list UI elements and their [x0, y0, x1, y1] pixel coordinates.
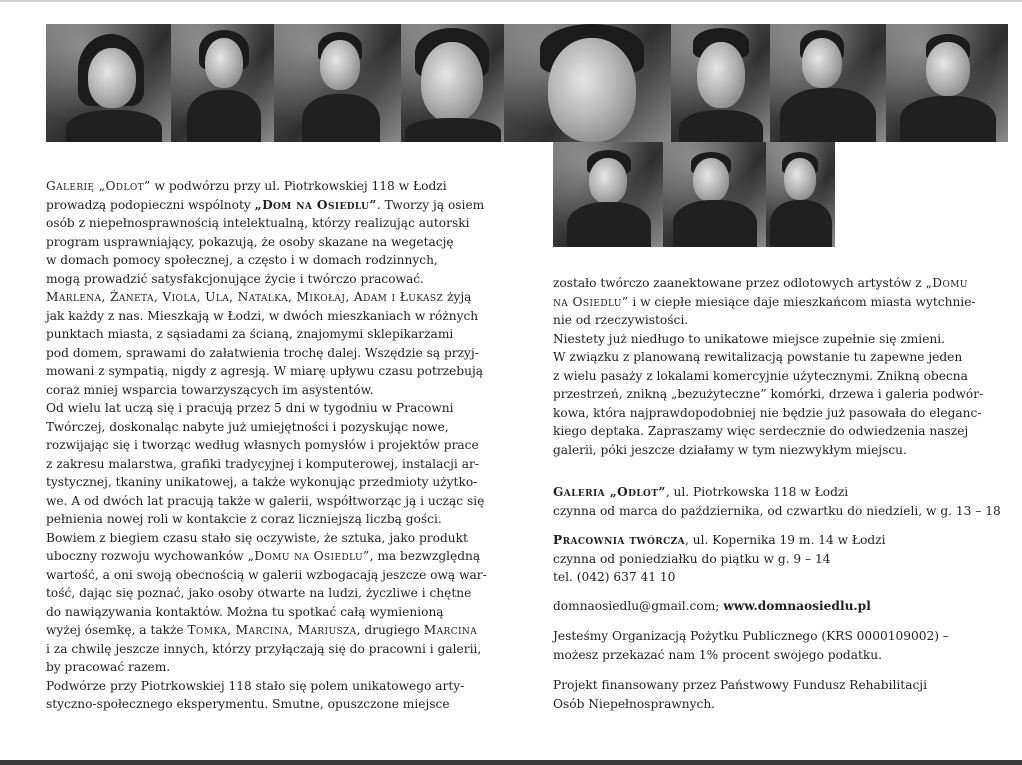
text-line: styczno-społecznego eksperymentu. Smutne, opuszczone miejsce: [46, 697, 450, 711]
names-inline: Tomka, Marcina, Mariusza: [187, 623, 357, 637]
text-line: mogą prowadzić satysfakcjonujące życie i twórczo pracować.: [46, 271, 424, 286]
funding-line-1: Projekt finansowany przez Państwowy Fundusz Rehabilitacji: [553, 678, 927, 692]
funding-info: [553, 676, 927, 713]
photo-mariusz: [766, 142, 835, 247]
text-line: Twórczej, doskonaląc nabyte już umiejętności i pozyskując nowe,: [46, 419, 449, 434]
funding-line-2: Osób Niepełnosprawnych.: [553, 696, 716, 711]
text-line: Bowiem z biegiem czasu stało się oczywiste, że sztuka, jako produkt: [46, 530, 468, 545]
top-rule: [0, 0, 1022, 2]
photo-marcin: [663, 142, 766, 247]
gallery-info: [553, 483, 1001, 520]
workshop-info: [553, 531, 886, 587]
text-line: w domach pomocy społecznej, a często i w domach rodzinnych,: [46, 253, 438, 267]
contact-line: [553, 597, 871, 616]
text-line: uboczny rozwoju wychowanków „Domu na Osiedlu”, ma bezwzględną: [46, 549, 481, 563]
photo-viola: [274, 24, 401, 142]
gallery-name-inline: Galerię „Odlot”: [46, 179, 151, 193]
text-line: W związku z planowaną rewitalizacją powstanie tu zapewne jeden: [553, 350, 963, 364]
text-line: na Osiedlu” i w ciepłe miesiące daje mieszkańcom miasta wytchnie-: [553, 294, 976, 309]
text-line: coraz mniej wsparcia towarzyszących im asystentów.: [46, 382, 374, 397]
text-line: punktach miasta, z sąsiadami za ścianą, znajomymi sklepikarzami: [46, 327, 454, 341]
photo-zaneta: [171, 24, 274, 142]
workshop-address: , ul. Kopernika 19 m. 14 w Łodzi: [685, 533, 886, 547]
text-line: wyżej ósemkę, a także Tomka, Marcina, Mariusza, drugiego Marcina: [46, 623, 478, 637]
text-line: kiego deptaka. Zapraszamy więc serdecznie do odwiedzenia naszej: [553, 424, 969, 438]
text-line: Marlena, Żaneta, Viola, Ula, Natalka, Mikołaj, Adam i Łukasz żyją: [46, 290, 472, 304]
text-line: program usprawniający, pokazują, że osoby skazane na wegetację: [46, 234, 454, 249]
names-inline: Marlena, Żaneta, Viola, Ula, Natalka, Mikołaj, Adam i Łukasz: [46, 290, 444, 304]
names-inline: Marcina: [423, 623, 478, 637]
workshop-name: Pracownia twórcza: [553, 533, 686, 547]
org-name-inline: „Domu na Osiedlu”: [247, 549, 370, 563]
right-column-text: [553, 274, 983, 459]
opp-line-1: Jesteśmy Organizacją Pożytku Publicznego (KRS 0000109002) –: [553, 629, 949, 643]
website-link[interactable]: www.domnaosiedlu.pl: [723, 599, 871, 613]
text-line: przestrzeń, znikną „bezużyteczne” komórki, drzewa i galeria podwór-: [553, 387, 984, 401]
photo-ula: [401, 24, 504, 142]
photo-natalka: [504, 24, 671, 142]
text-line: nie od rzeczywistości.: [553, 313, 689, 327]
photo-marlena: [46, 24, 171, 142]
gallery-title-line: [553, 483, 1001, 502]
text-line: Niestety już niedługo to unikatowe miejsce zupełnie się zmieni.: [553, 331, 946, 346]
org-name-inline: „Domu: [925, 276, 968, 290]
text-line: we. A od dwóch lat pracują także w galerii, współtworząc ją i ucząc się: [46, 493, 485, 508]
workshop-hours: czynna od poniedziałku do piątku w g. 9 – 14: [553, 551, 831, 566]
bottom-rule: [0, 760, 1022, 765]
gallery-name: Galeria „Odlot”: [553, 485, 666, 499]
photo-tomek: [553, 142, 663, 247]
text-line: Podwórze przy Piotrkowskiej 118 stało się polem unikatowego arty-: [46, 678, 465, 693]
text-line: pełnienia nowej roli w kontakcie z coraz liczniejszą liczbą gości.: [46, 512, 442, 526]
text-line: wartość, a oni swoją obecnością w galerii wzbogacają jeszcze ową war-: [46, 567, 487, 582]
text-line: tystycznej, tkaniny unikatowej, a także wykonując przedmioty użytko-: [46, 475, 478, 489]
text-line: zostało twórczo zaanektowane przez odlotowych artystów z „Domu: [553, 276, 968, 290]
text-line: mowani z sympatią, nigdy z agresją. W miarę upływu czasu potrzebują: [46, 364, 484, 378]
text-line: jak każdy z nas. Mieszkają w Łodzi, w dwóch mieszkaniach w różnych: [46, 308, 479, 323]
gallery-hours: czynna od marca do października, od czwartku do niedzieli, w g. 13 – 18: [553, 503, 1001, 518]
workshop-phone: tel. (042) 637 41 10: [553, 570, 676, 584]
text-line: pod domem, sprawami do załatwienia trochę dalej. Wszędzie są przyj-: [46, 345, 479, 360]
org-name-inline: „Dom na Osiedlu”: [254, 197, 377, 212]
text-line: rozwijając się i tworząc według własnych pomysłów i projektów prace: [46, 438, 479, 452]
text-line: Galerię „Odlot” w podwórzu przy ul. Piotrkowskiej 118 w Łodzi: [46, 179, 447, 193]
gallery-address: , ul. Piotrkowska 118 w Łodzi: [665, 485, 849, 499]
photo-adam: [770, 24, 886, 142]
text-line: prowadzą podopieczni wspólnoty „Dom na Osiedlu”. Tworzy ją osiem: [46, 197, 485, 212]
text-line: z zakresu malarstwa, grafiki tradycyjnej i komputerowej, instalacji ar-: [46, 456, 479, 471]
left-column-text: [46, 177, 487, 714]
contact-web: [553, 597, 871, 616]
workshop-title-line: [553, 531, 886, 550]
opp-info: [553, 627, 949, 664]
org-name-inline: na Osiedlu”: [553, 294, 629, 309]
photo-mikolaj: [671, 24, 770, 142]
text-line: osób z niepełnosprawnością intelektualną, którzy realizując autorski: [46, 216, 470, 230]
email-link[interactable]: domnaosiedlu@gmail.com;: [553, 599, 724, 613]
text-line: kowa, która najprawdopodobniej nie będzie już pasowała do eleganc-: [553, 405, 982, 420]
text-line: galerii, póki jeszcze działamy w tym niezwykłym miejscu.: [553, 442, 907, 457]
text-line: z wielu pasaży z lokalami komercyjnie użytecznymi. Znikną obecna: [553, 368, 968, 383]
text-line: i za chwilę jeszcze innych, którzy przyłączają się do pracowni i galerii,: [46, 641, 482, 656]
text-line: by pracować razem.: [46, 660, 171, 674]
text-line: Od wielu lat uczą się i pracują przez 5 dni w tygodniu w Pracowni: [46, 401, 454, 415]
text-line: do nawiązywania kontaktów. Można tu spotkać całą wymienioną: [46, 604, 444, 619]
opp-line-2: możesz przekazać nam 1% procent swojego podatku.: [553, 647, 882, 662]
text-line: tość, dając się poznać, jako osoby otwarte na ludzi, życzliwe i chętne: [46, 586, 472, 600]
photo-lukasz: [886, 24, 1008, 142]
